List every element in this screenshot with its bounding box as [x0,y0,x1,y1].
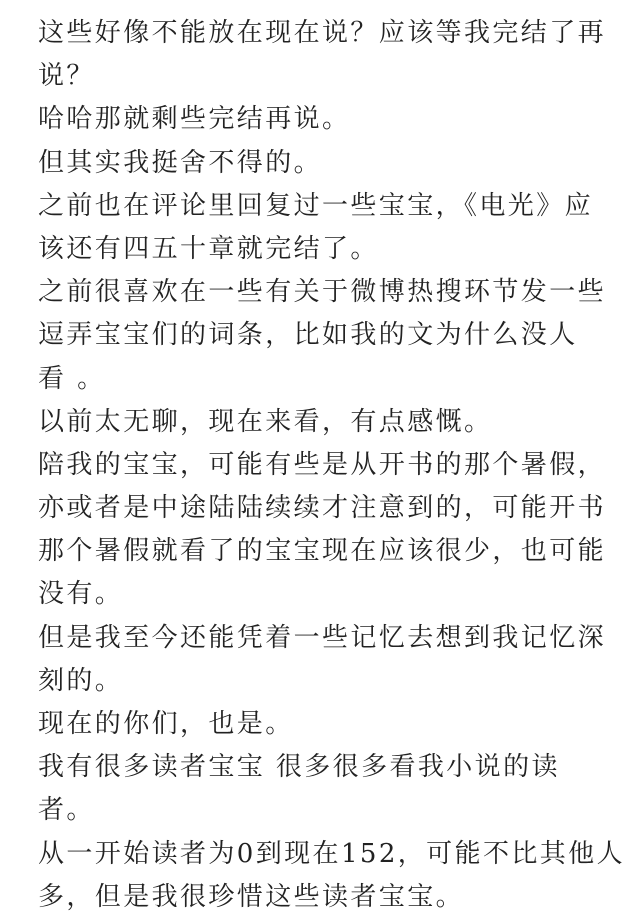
text-line: 现在的你们，也是。 [38,709,294,739]
document-body [38,12,625,919]
text-line: 之前也在评论里回复过一些宝宝，《电光》应 [38,190,594,221]
text-line: 没有。 [38,579,124,610]
text-line: 亦或者是中途陆陆续续才注意到的，可能开书 [38,493,607,524]
text-line: 该还有四五十章就完结了。 [38,233,379,264]
text-line: 多，但是我很珍惜这些读者宝宝。 [38,881,465,912]
text-line: 以前太无聊，现在来看，有点感慨。 [38,406,493,437]
text-line: 从一开始读者为0到现在152，可能不比其他人 [38,838,625,869]
text-line: 但是我至今还能凭着一些记忆去想到我记忆深 [38,622,607,653]
text-line: 刻的。 [38,665,124,696]
text-line: 说？ [38,61,95,92]
text-line: 逗弄宝宝们的词条，比如我的文为什么没人 [38,320,578,351]
text-line: 这些好像不能放在现在说？应该等我完结了再 [38,18,607,48]
text-line: 哈哈那就剩些完结再说。 [38,104,351,135]
text-line: 但其实我挺舍不得的。 [38,147,323,178]
text-line: 我有很多读者宝宝 很多很多看我小说的读 [38,752,560,783]
text-line: 那个暑假就看了的宝宝现在应该很少，也可能 [38,536,607,567]
text-line: 看 。 [38,363,106,394]
text-line: 者。 [38,795,95,826]
text-line: 陪我的宝宝，可能有些是从开书的那个暑假， [38,449,607,480]
text-line: 之前很喜欢在一些有关于微博热搜环节发一些 [38,277,607,308]
